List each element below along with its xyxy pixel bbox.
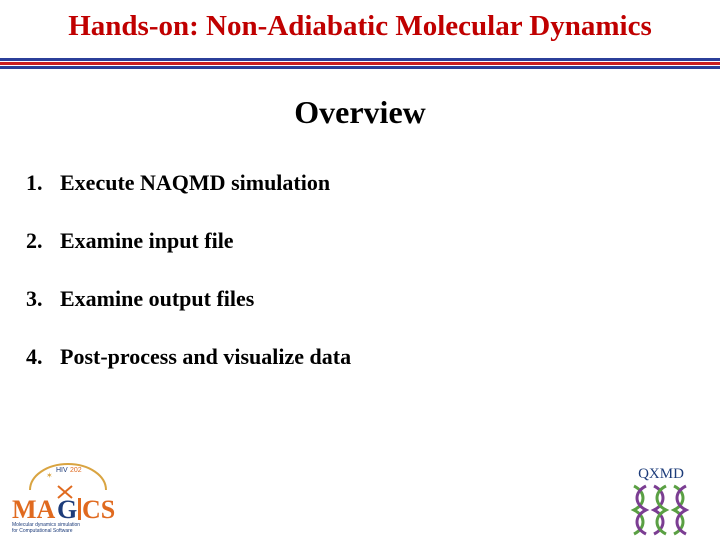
agenda-item-number: 3. — [26, 286, 43, 311]
agenda-item-number: 4. — [26, 344, 43, 369]
svg-text:for Computational Software: for Computational Software — [12, 528, 73, 534]
svg-text:HIV: HIV — [56, 467, 68, 474]
svg-text:MA: MA — [12, 495, 56, 524]
slide-title: Hands-on: Non-Adiabatic Molecular Dynamics — [68, 10, 652, 42]
magics-logo — [8, 456, 128, 536]
agenda-item-4 — [26, 340, 351, 398]
svg-text:✶: ✶ — [46, 471, 53, 480]
svg-text:G: G — [57, 495, 78, 524]
agenda-item-1 — [26, 166, 351, 224]
qxmd-logo — [626, 462, 696, 536]
agenda-item-text: Examine input file — [60, 228, 234, 253]
agenda-item-3 — [26, 282, 351, 340]
agenda-item-text: Post-process and visualize data — [60, 344, 352, 369]
agenda-item-2 — [26, 224, 351, 282]
svg-text:CS: CS — [82, 495, 116, 524]
slide-heading: Overview — [294, 94, 426, 130]
agenda-item-text: Examine output files — [60, 286, 255, 311]
title-rule-blue-bottom — [0, 66, 720, 69]
agenda-list — [26, 166, 351, 398]
svg-text:202: 202 — [70, 467, 82, 474]
agenda-item-text: Execute NAQMD simulation — [60, 170, 331, 195]
title-rule-blue-top — [0, 58, 720, 61]
agenda-item-number: 1. — [26, 170, 43, 195]
agenda-item-number: 2. — [26, 228, 43, 253]
title-rule-red — [0, 62, 720, 65]
svg-text:Molecular dynamics simulation: Molecular dynamics simulation — [12, 522, 81, 528]
svg-text:QXMD: QXMD — [638, 466, 684, 482]
